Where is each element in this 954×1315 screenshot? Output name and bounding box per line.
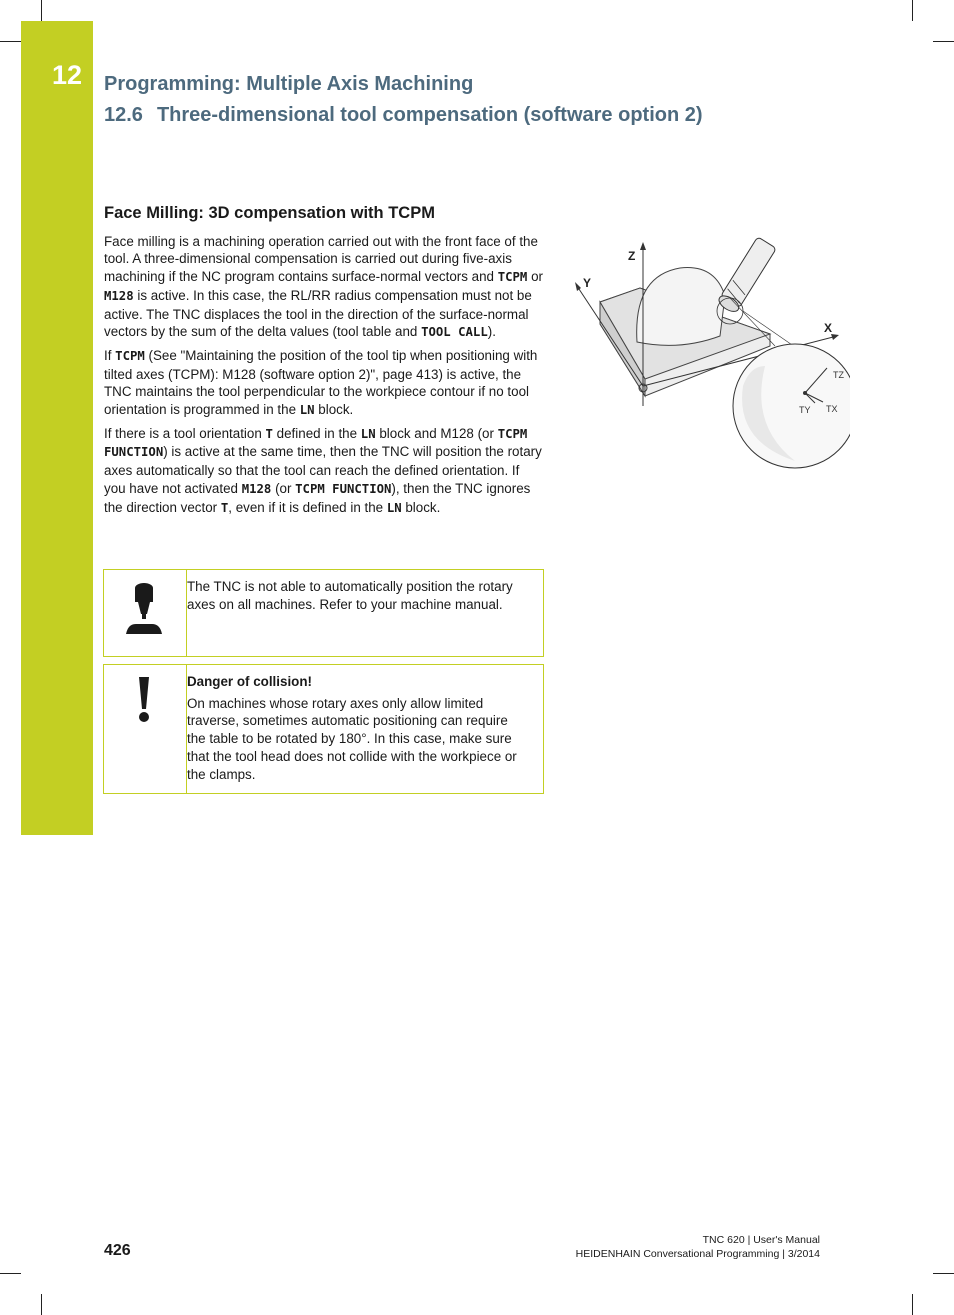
page-number: 426: [104, 1242, 131, 1259]
chapter-sidebar: [21, 21, 93, 835]
machine-manual-icon: [124, 582, 164, 642]
note-text: The TNC is not able to automatically position the rotary axes on all machines. Refer to your machine manual.: [187, 579, 513, 612]
axis-x-label: X: [824, 321, 833, 335]
crop-mark: [912, 1294, 913, 1315]
section-header: [104, 104, 703, 127]
crop-mark: [41, 1294, 42, 1315]
paragraph-3: If there is a tool orientation T defined in the LN block and M128 (or TCPM FUNCTION) is active at the same time, then the TNC will position the rotary axes automatically so that the tool can reach the defined orientation. If you have not activated M128 (or TCPM FUNCTION), then the TNC ignores the direction vector T, even if it is defined in the LN block.: [104, 425, 542, 515]
ty-label: TY: [799, 405, 811, 415]
note-title: Danger of collision!: [187, 674, 312, 689]
crop-mark: [933, 1273, 954, 1274]
tz-label: TZ: [833, 370, 844, 380]
footer-line-1: TNC 620 | User's Manual: [702, 1234, 820, 1246]
axis-z-label: Z: [628, 249, 636, 263]
note-content: [187, 673, 527, 783]
note-text: On machines whose rotary axes only allow limited traverse, sometimes automatic positioning can require the table to be rotated by 180°. In this case, make sure that the tool head does not collide with the workpiece or the clamps.: [187, 695, 517, 782]
crop-mark: [0, 41, 21, 42]
note-icon-column: [104, 665, 187, 793]
footer-info: [500, 1234, 820, 1261]
tx-label: TX: [826, 404, 838, 414]
crop-mark: [912, 0, 913, 21]
crop-mark: [41, 0, 42, 21]
footer-line-2: HEIDENHAIN Conversational Programming | 3/2014: [575, 1247, 820, 1260]
section-number: 12.6: [104, 104, 143, 126]
axis-y-label: Y: [583, 276, 592, 290]
note-icon-column: [104, 570, 187, 656]
face-milling-figure: [565, 236, 850, 471]
paragraph-2: If TCPM (See "Maintaining the position of the tool tip when positioning with tilted axes (TCPM): M128 (software option 2)", page 413) is active, the TNC maintains the tool perpendicular to the workpiece contour if no tool orientation is programmed in the LN block.: [104, 347, 538, 418]
crop-mark: [933, 41, 954, 42]
note-box-machine: [103, 569, 544, 657]
crop-mark: [0, 1273, 21, 1274]
chapter-number: 12: [52, 60, 83, 90]
warning-exclamation-icon: [134, 675, 154, 725]
main-content: [104, 205, 544, 522]
section-title: Three-dimensional tool compensation (software option 2): [156, 104, 703, 126]
chapter-title: Programming: Multiple Axis Machining: [104, 73, 474, 95]
note-box-warning: [103, 664, 544, 794]
section-heading: Face Milling: 3D compensation with TCPM: [104, 204, 435, 222]
paragraph-1: Face milling is a machining operation carried out with the front face of the tool. A three-dimensional compensation is carried out during five-axis machining if the NC program contains surface-normal vectors and TCPM or M128 is active. In this case, the RL/RR radius compensation must not be active. The TNC displaces the tool in the direction of the surface-normal vectors by the sum of the delta values (tool table and TOOL CALL).: [104, 233, 543, 340]
